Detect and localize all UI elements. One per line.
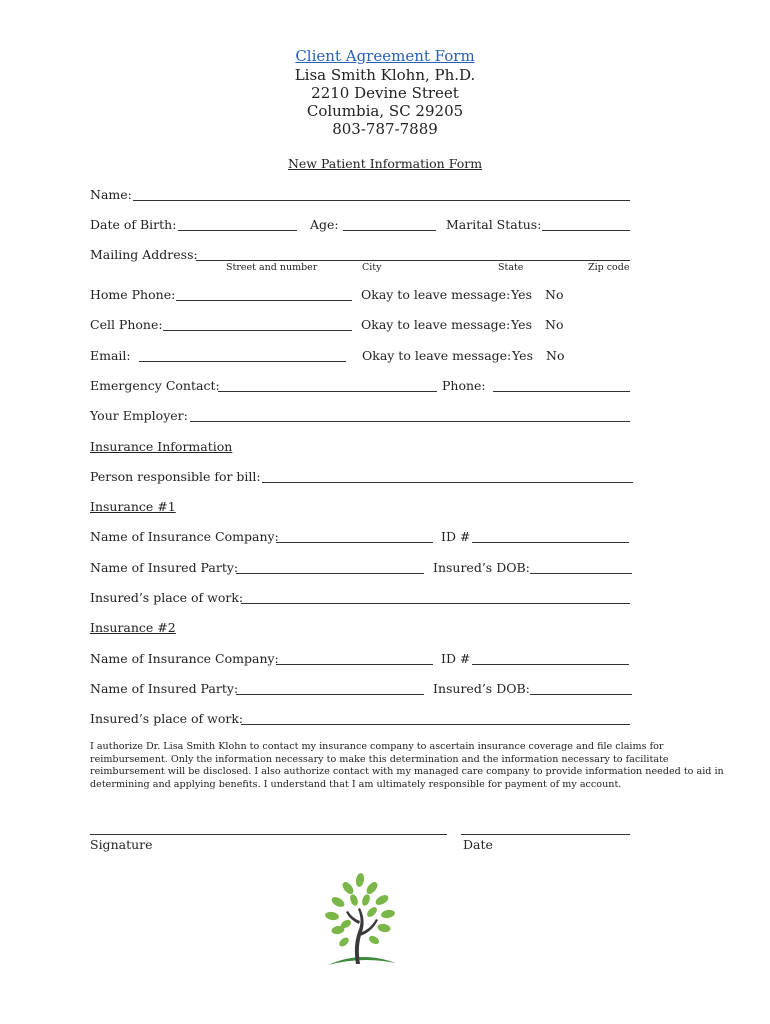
street-address: 2210 Devine Street <box>311 84 459 102</box>
ins2-insured-party-label: Name of Insured Party: <box>90 681 239 696</box>
home-yes-option[interactable]: Yes <box>511 287 532 302</box>
city-sublabel: City <box>362 262 382 273</box>
insurance-heading: Insurance Information <box>90 439 233 454</box>
office-phone: 803-787-7889 <box>332 120 438 138</box>
responsible-label: Person responsible for bill: <box>90 469 261 484</box>
signature-field[interactable] <box>90 834 447 835</box>
cell-okay-message-label: Okay to leave message: <box>361 317 511 332</box>
ins2-work-label: Insured’s place of work: <box>90 711 244 726</box>
ins2-insured-dob-field[interactable] <box>530 694 632 695</box>
practitioner-name: Lisa Smith Klohn, Ph.D. <box>294 66 476 84</box>
insurance-2-heading: Insurance #2 <box>90 620 176 635</box>
tree-logo-icon <box>316 866 406 970</box>
ins2-company-label: Name of Insurance Company: <box>90 651 279 666</box>
email-yes-option[interactable]: Yes <box>512 348 533 363</box>
responsible-field[interactable] <box>262 482 633 483</box>
employer-label: Your Employer: <box>90 408 188 423</box>
ins2-work-field[interactable] <box>241 724 630 725</box>
state-sublabel: State <box>498 262 524 273</box>
cell-phone-field[interactable] <box>163 330 352 331</box>
ins1-work-field[interactable] <box>241 603 630 604</box>
authorization-text: I authorize Dr. Lisa Smith Klohn to contact my insurance company to ascertain insurance coverage and file claims for reimbursement. Only the information necessary to make this determination and the information necessary to facilitate reimbursement will be disclosed. I also authorize contact with my managed care company to provide information needed to aid in determining and applying benefits. I understand that I am ultimately responsible for payment of my account. <box>90 741 724 790</box>
marital-status-label: Marital Status: <box>446 217 542 232</box>
insurance-1-heading: Insurance #1 <box>90 499 176 514</box>
ins2-id-label: ID # <box>441 651 471 666</box>
date-label: Date <box>463 837 493 852</box>
age-label: Age: <box>310 217 339 232</box>
marital-status-field[interactable] <box>542 230 630 231</box>
name-label: Name: <box>90 187 132 202</box>
ins1-company-label: Name of Insurance Company: <box>90 529 279 544</box>
email-no-option[interactable]: No <box>546 348 565 363</box>
ins1-company-field[interactable] <box>276 542 433 543</box>
home-phone-field[interactable] <box>176 300 352 301</box>
home-no-option[interactable]: No <box>545 287 564 302</box>
ins2-insured-party-field[interactable] <box>236 694 424 695</box>
ins2-id-field[interactable] <box>472 664 629 665</box>
emergency-contact-field[interactable] <box>218 391 437 392</box>
name-field[interactable] <box>133 200 630 201</box>
employer-field[interactable] <box>190 421 630 422</box>
cell-no-option[interactable]: No <box>545 317 564 332</box>
email-field[interactable] <box>139 361 346 362</box>
mailing-address-field[interactable] <box>196 260 630 261</box>
ins1-insured-dob-field[interactable] <box>530 573 632 574</box>
ins1-id-label: ID # <box>441 529 471 544</box>
form-title-link[interactable]: Client Agreement Form <box>295 47 475 65</box>
home-okay-message-label: Okay to leave message: <box>361 287 511 302</box>
cell-yes-option[interactable]: Yes <box>511 317 532 332</box>
ins1-id-field[interactable] <box>472 542 629 543</box>
street-sublabel: Street and number <box>226 262 318 273</box>
signature-label: Signature <box>90 837 153 852</box>
dob-field[interactable] <box>178 230 297 231</box>
ins1-insured-dob-label: Insured’s DOB: <box>433 560 530 575</box>
form-subtitle: New Patient Information Form <box>287 156 483 171</box>
home-phone-label: Home Phone: <box>90 287 176 302</box>
ins2-company-field[interactable] <box>276 664 433 665</box>
dob-label: Date of Birth: <box>90 217 177 232</box>
date-field[interactable] <box>461 834 630 835</box>
ins2-insured-dob-label: Insured’s DOB: <box>433 681 530 696</box>
emergency-contact-label: Emergency Contact: <box>90 378 220 393</box>
ins1-work-label: Insured’s place of work: <box>90 590 244 605</box>
mailing-address-label: Mailing Address: <box>90 247 198 262</box>
email-label: Email: <box>90 348 131 363</box>
email-okay-message-label: Okay to leave message: <box>362 348 512 363</box>
emergency-phone-label: Phone: <box>442 378 486 393</box>
cell-phone-label: Cell Phone: <box>90 317 163 332</box>
age-field[interactable] <box>343 230 436 231</box>
city-state-zip: Columbia, SC 29205 <box>306 102 464 120</box>
emergency-phone-field[interactable] <box>493 391 630 392</box>
ins1-insured-party-label: Name of Insured Party: <box>90 560 239 575</box>
zip-sublabel: Zip code <box>588 262 630 273</box>
ins1-insured-party-field[interactable] <box>236 573 424 574</box>
